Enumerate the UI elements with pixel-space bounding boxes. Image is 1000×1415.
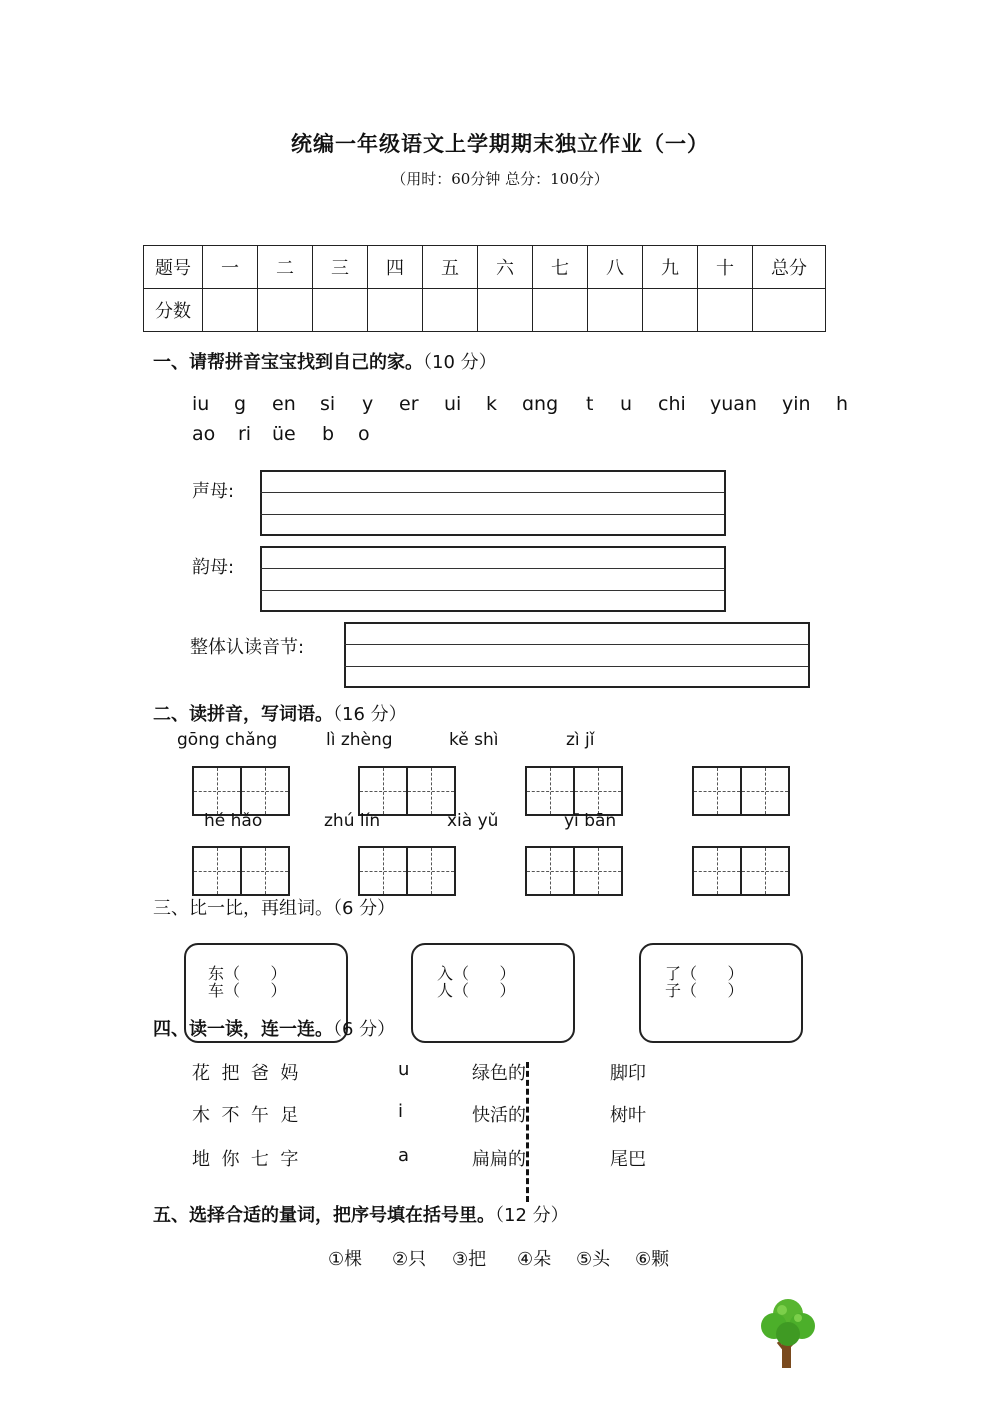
pinyin-prompt: lì zhèng [326, 730, 393, 750]
section2-points: （16 分） [333, 704, 407, 725]
page-subtitle: （用时：60分钟 总分：100分） [391, 170, 609, 188]
score-cell[interactable] [533, 289, 588, 332]
pinyin-prompt: zì jǐ [566, 730, 595, 750]
pinyin-item: er [399, 393, 419, 415]
score-cell[interactable] [203, 289, 258, 332]
match-chars[interactable]: 地 你 七 字 [192, 1149, 299, 1170]
pinyin-item: üe [272, 423, 296, 445]
match-chars[interactable]: 花 把 爸 妈 [192, 1063, 299, 1084]
shengmu-writing-box[interactable] [260, 470, 726, 536]
match-adjective[interactable]: 绿色的 [472, 1063, 526, 1084]
section1-title: 一、请帮拼音宝宝找到自己的家。 [153, 352, 423, 373]
pinyin-item: yuan [710, 393, 757, 415]
section4-points: （6 分） [333, 1019, 396, 1040]
match-adjective[interactable]: 扁扁的 [472, 1149, 526, 1170]
compare-word-bottom: 车（ ） [208, 981, 287, 1000]
section3-heading [153, 894, 395, 920]
score-header-cell: 总分 [753, 246, 826, 289]
score-table-score-row [144, 289, 826, 332]
score-row-label: 分数 [144, 289, 203, 332]
score-cell[interactable] [753, 289, 826, 332]
page-title: 统编一年级语文上学期期末独立作业（一） [291, 132, 709, 156]
score-header-cell: 六 [478, 246, 533, 289]
tianzige-box[interactable] [525, 766, 623, 816]
pinyin-item: h [836, 393, 849, 415]
score-table-header-row [144, 246, 826, 289]
pinyin-item: k [486, 393, 498, 415]
tianzige-box[interactable] [192, 766, 290, 816]
match-noun[interactable]: 树叶 [610, 1105, 646, 1126]
pinyin-prompt: zhú lín [324, 811, 381, 831]
measure-option: ⑥颗 [635, 1249, 670, 1270]
writing-line [344, 666, 808, 667]
dashed-divider [526, 1062, 529, 1202]
pinyin-item: ɑng [522, 393, 559, 415]
section5-heading [153, 1201, 569, 1227]
pinyin-item: g [234, 393, 247, 415]
score-header-cell: 九 [643, 246, 698, 289]
tianzige-box[interactable] [358, 766, 456, 816]
zhengti-label: 整体认读音节: [190, 637, 305, 658]
zhengti-writing-box[interactable] [344, 622, 810, 688]
writing-line [260, 492, 724, 493]
pinyin-prompt: kě shì [449, 730, 499, 750]
measure-option: ⑤头 [576, 1249, 611, 1270]
match-adjective[interactable]: 快活的 [472, 1105, 526, 1126]
score-table [143, 245, 826, 332]
pinyin-item: t [586, 393, 594, 415]
tianzige-box[interactable] [358, 846, 456, 896]
compare-word-top: 入（ ） [437, 964, 516, 983]
section3-points: （6 分） [333, 898, 396, 919]
match-letter[interactable]: a [398, 1145, 410, 1166]
score-cell[interactable] [368, 289, 423, 332]
compare-word-bottom: 子（ ） [665, 981, 744, 1000]
measure-option: ②只 [392, 1249, 427, 1270]
tianzige-box[interactable] [192, 846, 290, 896]
score-header-cell: 八 [588, 246, 643, 289]
measure-option: ①棵 [328, 1249, 363, 1270]
pinyin-item: ri [238, 423, 252, 445]
match-noun[interactable]: 尾巴 [610, 1149, 646, 1170]
measure-option: ④朵 [517, 1249, 552, 1270]
pinyin-item: chi [658, 393, 686, 415]
section1-points: （10 分） [423, 352, 497, 373]
writing-line [260, 568, 724, 569]
pinyin-item: ao [192, 423, 216, 445]
pinyin-item: iu [192, 393, 210, 415]
section5-points: （12 分） [495, 1205, 569, 1226]
tianzige-box[interactable] [525, 846, 623, 896]
pinyin-prompt: hé hǎo [204, 811, 263, 831]
score-header-cell: 二 [258, 246, 313, 289]
section4-heading [153, 1015, 395, 1041]
score-header-cell: 一 [203, 246, 258, 289]
tianzige-box[interactable] [692, 846, 790, 896]
pinyin-item: si [320, 393, 336, 415]
tianzige-box[interactable] [692, 766, 790, 816]
pinyin-item: o [358, 423, 370, 445]
shengmu-label: 声母: [192, 481, 235, 502]
score-cell[interactable] [258, 289, 313, 332]
section1-heading [153, 348, 497, 374]
section2-heading [153, 700, 407, 726]
section2-title: 二、读拼音，写词语。 [153, 704, 333, 725]
pinyin-item: u [620, 393, 633, 415]
match-noun[interactable]: 脚印 [610, 1063, 646, 1084]
pinyin-item: b [322, 423, 335, 445]
score-cell[interactable] [478, 289, 533, 332]
score-cell[interactable] [588, 289, 643, 332]
score-cell[interactable] [698, 289, 753, 332]
score-header-cell: 题号 [144, 246, 203, 289]
compare-word-bottom: 人（ ） [437, 981, 516, 1000]
compare-word-top: 了（ ） [665, 964, 744, 983]
score-header-cell: 五 [423, 246, 478, 289]
score-cell[interactable] [313, 289, 368, 332]
section3-title: 三、比一比，再组词。 [153, 898, 333, 919]
compare-box [639, 943, 803, 1043]
section5-title: 五、选择合适的量词，把序号填在括号里。 [153, 1205, 495, 1226]
compare-box [411, 943, 575, 1043]
pinyin-prompt: yī bān [564, 811, 617, 831]
match-chars[interactable]: 木 不 午 足 [192, 1105, 299, 1126]
score-header-cell: 十 [698, 246, 753, 289]
section4-title: 四、读一读，连一连。 [153, 1019, 333, 1040]
pinyin-prompt: xià yǔ [447, 811, 499, 831]
score-cell[interactable] [643, 289, 698, 332]
writing-line [260, 590, 724, 591]
pinyin-prompt: gōng chǎng [177, 730, 278, 750]
yunmu-writing-box[interactable] [260, 546, 726, 612]
pinyin-item: ui [444, 393, 462, 415]
match-letter[interactable]: u [398, 1059, 410, 1080]
score-header-cell: 四 [368, 246, 423, 289]
score-header-cell: 三 [313, 246, 368, 289]
tree-icon [758, 1296, 818, 1370]
yunmu-label: 韵母: [192, 557, 235, 578]
measure-option: ③把 [452, 1249, 487, 1270]
writing-line [260, 514, 724, 515]
pinyin-item: y [362, 393, 374, 415]
score-cell[interactable] [423, 289, 478, 332]
pinyin-item: en [272, 393, 296, 415]
match-letter[interactable]: i [398, 1101, 404, 1122]
score-header-cell: 七 [533, 246, 588, 289]
writing-line [344, 644, 808, 645]
pinyin-item: yin [782, 393, 811, 415]
compare-word-top: 东（ ） [208, 964, 287, 983]
